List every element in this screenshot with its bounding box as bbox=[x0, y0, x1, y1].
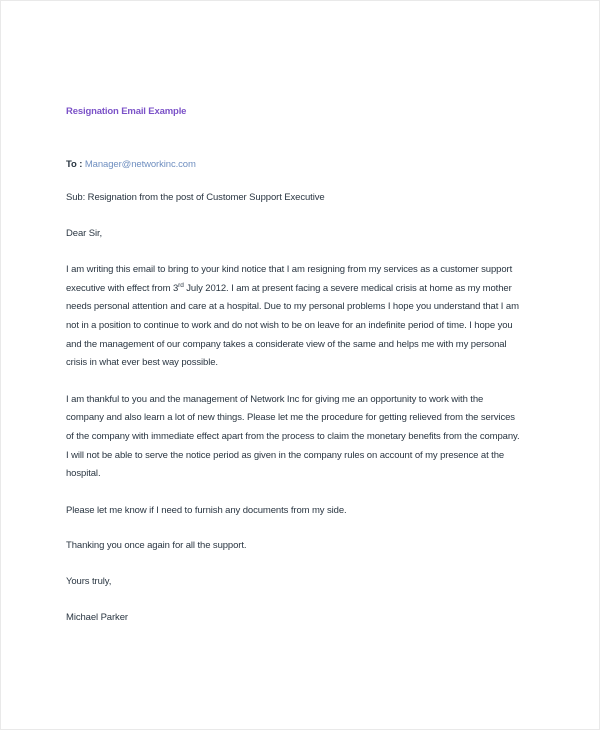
body-paragraph-2: I am thankful to you and the management of Network Inc for giving me an opportunity to work with the company and also learn a lot of new things. Please let me the procedure for getting relieved from the services of the company with immediate effect apart from the process to claim the monetary benefits from the company. I will not be able to serve the notice period as given in the company rules on account of my presence at the hospital. bbox=[66, 393, 520, 480]
recipient-line bbox=[66, 157, 528, 172]
spacer-after-salutation bbox=[66, 243, 528, 261]
closing-request-line: Please let me know if I need to furnish any documents from my side. bbox=[66, 504, 347, 516]
spacer-after-recipient bbox=[66, 172, 528, 189]
spacer-before-sender bbox=[66, 592, 528, 609]
recipient-email-link[interactable]: Manager@networkinc.com bbox=[84, 159, 196, 170]
closing-thanks-line: Thanking you once again for all the support. bbox=[66, 540, 247, 552]
paragraph-1-text-a: I am writing this email to bring to your kind notice that I am resigning from my services as a customer support executive with effect from 3 bbox=[66, 264, 513, 294]
subject-line: Sub: Resignation from the post of Customer Support Executive bbox=[66, 192, 325, 203]
body-paragraph-1 bbox=[66, 261, 521, 373]
spacer-before-thanks bbox=[66, 520, 528, 537]
document-title: Resignation Email Example bbox=[66, 106, 187, 117]
sender-name: Michael Parker bbox=[66, 611, 128, 623]
paragraph-1-text-b: July 2012. I am at present facing a severe medical crisis at home as my mother needs personal attention and care at a hospital. Due to my personal problems I hope you understand that I am not in a position to continue to work and do not wish to be on leave for an indefinite period of time. I hope you and the management of our company takes a considerate view of the same and helps me with my personal crisis in what ever best way possible. bbox=[66, 282, 519, 369]
sign-off: Yours truly, bbox=[66, 575, 112, 587]
document-content bbox=[66, 105, 528, 627]
salutation: Dear Sir, bbox=[66, 227, 103, 239]
title-spacer bbox=[66, 119, 528, 157]
spacer-before-closing-request bbox=[66, 484, 528, 502]
recipient-label: To : bbox=[66, 159, 83, 170]
spacer-after-subject bbox=[66, 208, 528, 225]
spacer-before-signoff bbox=[66, 556, 528, 573]
spacer-between-paragraphs bbox=[66, 373, 528, 391]
ordinal-suffix: rd bbox=[178, 281, 184, 289]
